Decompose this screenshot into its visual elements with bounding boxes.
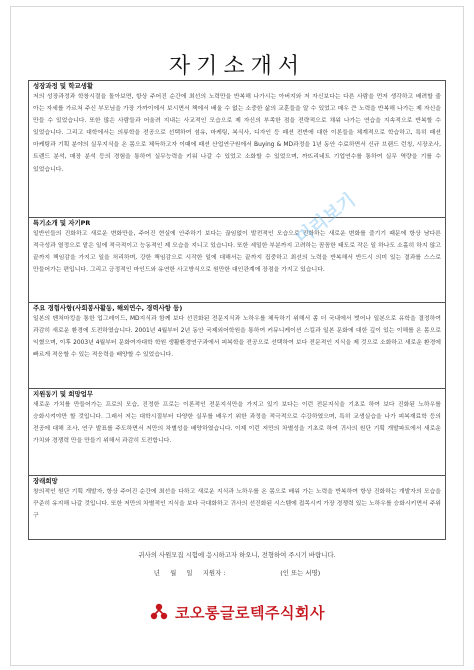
- section-future: [29, 475, 445, 539]
- section-body: 새로운 가치를 만들어가는 프로의 모습, 진정한 프로는 이론적인 전문지식만을 가지고 있기 보다는 이런 전문지식을 기초로 하여 보다 진화된 노하우를 승화시켜야만 할 것입니다. 그래서 저는 대학시절부터 다양한 실무를 배우기 위한 과정을 적극적으로 수강하였으며, 특히 교생실습을 나가 피복재료학 등의 전공에 대해 조사, 연구 발표를 주도하면서 저만의 차별성을 배양하였습니다. 이제 이런 저만의 차별성을 기초로 하여 귀사의 원단 기획 개발파트에서 새로운 가치와 경쟁력 만을 만들기 위해서 과감히 도전합니다.: [33, 402, 441, 445]
- company-signature: [0, 600, 474, 624]
- date-signature-line: 년 월 일 지원자 : (인 또는 서명): [153, 569, 321, 577]
- company-name: 코오롱글로텍주식회사: [175, 603, 325, 622]
- section-heading: 성장과정 및 학교생활: [33, 82, 94, 90]
- document-title: 자기소개서: [168, 53, 306, 79]
- section-motivation: [29, 388, 445, 475]
- kolon-logo-icon: [149, 602, 169, 622]
- section-heading: 장래희망: [33, 477, 58, 485]
- section-body: 창의적인 원단 기획 개발자, 항상 주어진 순간에 최선을 다하고 새로운 지식과 노하우를 온 몸으로 배워 가는 노력을 반복하여 항상 진화하는 개발자의 모습을 꾸준히 유지해 나갈 것입니다. 또한 저만의 차별적인 지식을 보다 극대화하고 귀사의 선진화된 시스템에 접목시켜 가장 경쟁력 있는 노하우를 승화시키면서 주위 구: [33, 489, 441, 520]
- section-heading: 주요 경험사항(사회봉사활동, 해외연수, 경력사항 등): [33, 304, 183, 312]
- section-heading: 지원동기 및 희망업무: [33, 390, 94, 398]
- application-statement: 귀사의 사원모집 시험에 응시하고자 하오니, 전형하여 주시기 바랍니다.: [138, 551, 336, 559]
- section-body: 저의 성장과정과 학창시절을 돌아보면, 항상 주어진 순간에 최선의 노력만을 반복해 나가시는 아버지와 저 자신보다는 다른 사람을 먼저 생각하고 배려할 줄 아는 자세를 가르쳐 주신 부모님을 가장 가까이에서 보시면서 책에서 배울 수 없는 소중한 삶의 교훈들을 알 수 있었고 매우 큰 노력을 반복해 나가는 제 자신을 만들 수 있었습니다. 또한 많은 사람들과 어울려 지내는 사교적인 모습으로 제 자신의 부족한 점을 전략적으로 채워 나가는 연습을 지속적으로 반복할 수 있었습니다. 그리고 대학에서는 의류학을 전공으로 선택하여 섬유, 마케팅, 복식사, 디자인 등 패션 전반에 대한 이론들을 체계적으로 학습하고, 특히 패션 마케팅과 기획 분야의 실무지식을 온 몸으로 체득하고자 이때에 패션 산업연구원에서 Buying & MD과정을 1년 동안 수료하면서 신규 브랜드 런칭, 시장조사, 트렌드 분석, 매장 분석 등의 경험을 통하여 실무능력을 키워 나갈 수 있었고 소화할 수 있었으며, 까뜨리네트 기업연수를 통하여 실무 역량을 기를 수 있었습니다.: [33, 94, 441, 173]
- section-heading: 특기소개 및 자기PR: [33, 219, 91, 227]
- cover-letter-table: [28, 80, 446, 540]
- section-self-pr: [29, 217, 445, 302]
- section-experience: [29, 302, 445, 388]
- section-body: 일본의 벤처마킹을 통한 업그레이드, MD지식과 함께 보다 선진화된 전문지식과 노하우를 체득하기 위해서 좀 더 국내에서 벗어나 일본으로 유학을 결정하여 과감히 새로운 환경에 도전하였습니다. 2001년 4월부터 2년 동안 국제외어학원을 통하여 커뮤니케이션 스킬과 일본 문화에 대한 깊이 있는 이해를 온 몸으로 익혔으며, 이후 2003년 4월부터 문화여자대학 학원 생활환경연구과에서 피복학을 전공으로 선택하여 보다 전문적인 지식을 제 것으로 소화하고 새로운 환경에 빠르게 적응할 수 있는 적응력을 배양할 수 있었습니다.: [33, 316, 441, 359]
- section-growth: [29, 81, 445, 217]
- preview-watermark: 미리보기: [291, 189, 360, 249]
- section-body: 일반인들의 진화하고 새로운 변화만을, 주어진 현실에 안주하기 보다는 끊임없이 발전적인 모습으로 진화하는 새로운 변화를 즐기기 때문에 항상 남다른 적극성과 열정으로 맡은 일에 적극적이고 능동적인 제 모습을 지니고 있습니다. 또한 세밀한 부분까지 고려하는 꼼꼼한 태도로 작은 일 하나도 소홀히 하지 않고 끝까지 책임감을 가지고 일을 처리하며, 강한 책임감으로 시작한 일에 대해서는 끝까지 집중하고 최선의 노력을 반복해서 반드시 의미 있는 결과를 스스로 만들어가는 편입니다. 그리고 긍정적인 마인드와 유연한 사고방식으로 원만한 대인관계에 장점을 가지고 있습니다.: [33, 231, 441, 274]
